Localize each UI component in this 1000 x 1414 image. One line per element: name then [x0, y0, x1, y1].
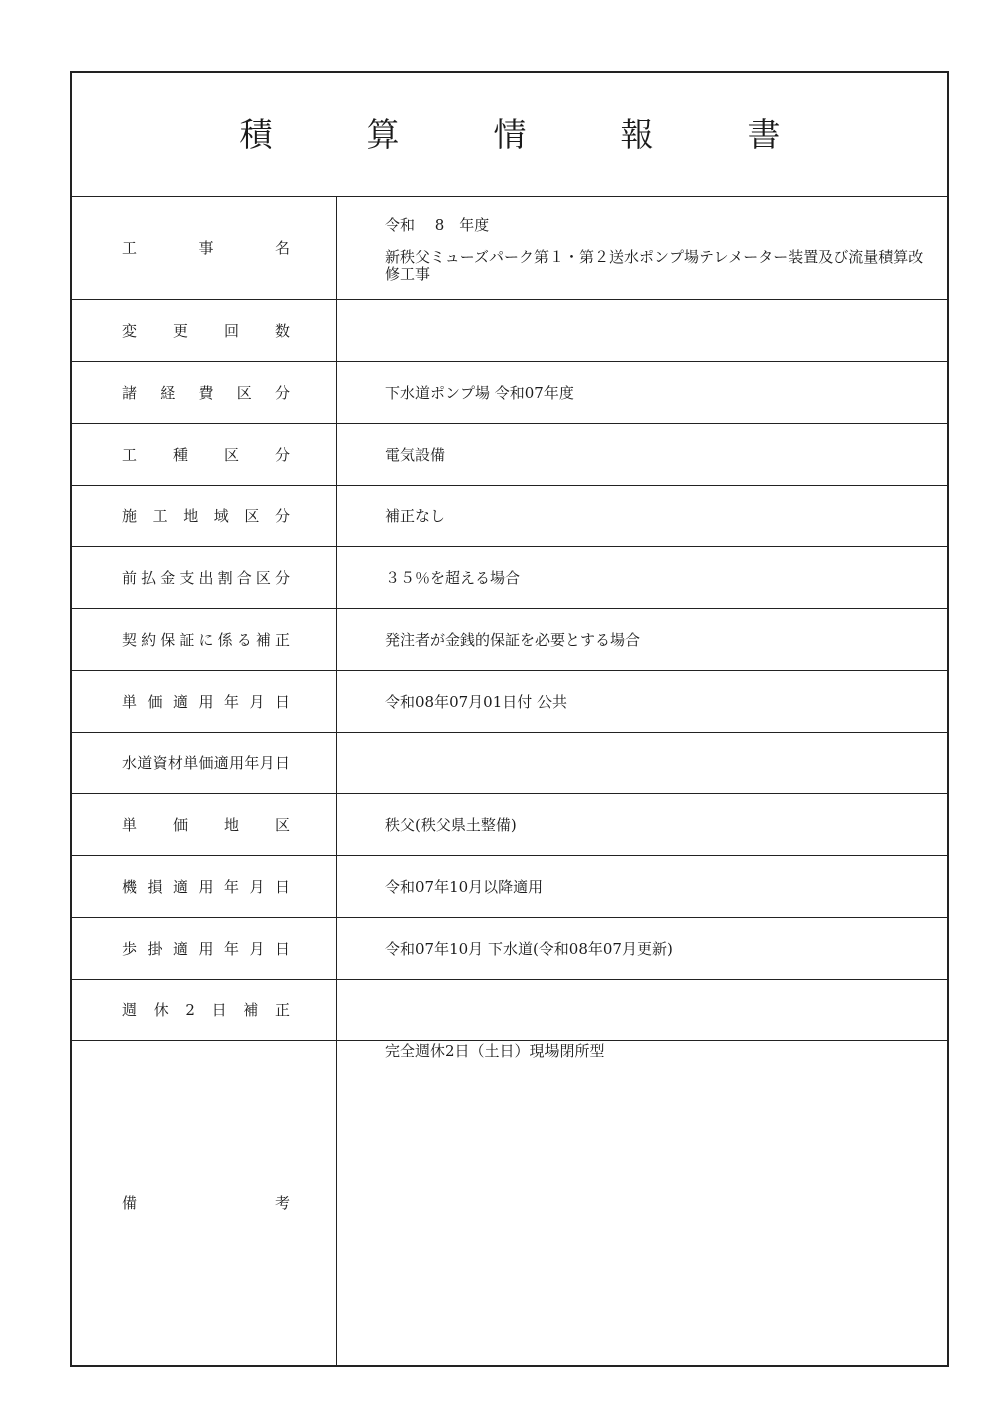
field-label — [72, 547, 337, 608]
field-label — [72, 733, 337, 793]
field-value: 秩父(秩父県土整備) — [385, 815, 517, 834]
field-value: 発注者が金銭的保証を必要とする場合 — [385, 630, 641, 649]
title-char: 書 — [747, 115, 781, 154]
row-work-name — [72, 197, 947, 300]
row-two-day-weekend — [72, 980, 947, 1041]
field-label-text: 契約保証に係る補正 — [122, 630, 290, 649]
title-char: 積 — [239, 115, 273, 154]
row-labor-rate-date — [72, 918, 947, 980]
row-advance-payment — [72, 547, 947, 609]
remarks-value: 完全週休2日（土日）現場閉所型 — [385, 1042, 605, 1060]
row-water-material-date — [72, 733, 947, 794]
field-label-text: 諸経費区分 — [122, 383, 290, 402]
title-char: 情 — [493, 115, 527, 154]
field-label — [72, 918, 337, 979]
field-label — [72, 197, 337, 299]
field-label-text: 週休2日補正 — [122, 1001, 290, 1019]
field-label-text: 機損適用年月日 — [122, 877, 290, 896]
work-name: 新秩父ミューズパーク第１・第２送水ポンプ場テレメーター装置及び流量積算改修工事 — [385, 248, 924, 283]
field-label-text: 単価地区 — [122, 815, 290, 834]
field-label-text: 備考 — [122, 1194, 290, 1212]
field-value: 補正なし — [385, 507, 446, 525]
field-label-text: 変更回数 — [122, 321, 290, 340]
field-label — [72, 794, 337, 855]
field-label-text: 前払金支出割合区分 — [122, 568, 290, 587]
row-work-type — [72, 424, 947, 486]
row-unit-price-district — [72, 794, 947, 856]
field-value: 下水道ポンプ場 令和07年度 — [385, 383, 574, 402]
row-unit-price-date — [72, 671, 947, 733]
row-area-category — [72, 486, 947, 547]
field-label-text: 歩掛適用年月日 — [122, 939, 290, 958]
field-label-text: 工種区分 — [122, 445, 290, 464]
field-label-text: 工事名 — [122, 239, 290, 257]
row-change-count — [72, 300, 947, 362]
field-label-text: 施工地域区分 — [122, 507, 290, 525]
title-char: 算 — [366, 115, 400, 154]
row-equipment-loss-date — [72, 856, 947, 918]
row-remarks — [72, 1041, 947, 1365]
document-title — [72, 73, 947, 197]
field-label — [72, 300, 337, 361]
field-value: 令和08年07月01日付 公共 — [385, 692, 568, 711]
field-label — [72, 856, 337, 917]
field-value: ３５％を超える場合 — [385, 568, 521, 587]
estimate-info-sheet — [70, 71, 949, 1367]
field-label — [72, 671, 337, 732]
field-label-text: 水道資材単価適用年月日 — [122, 754, 290, 772]
field-label — [72, 486, 337, 546]
field-label — [72, 424, 337, 485]
field-value: 令和07年10月 下水道(令和08年07月更新) — [385, 939, 673, 958]
field-label-text: 単価適用年月日 — [122, 692, 290, 711]
row-overhead-category — [72, 362, 947, 424]
field-value: 電気設備 — [385, 445, 446, 464]
work-year: 令和 8 年度 — [385, 216, 490, 234]
title-char: 報 — [620, 115, 654, 154]
field-label — [72, 362, 337, 423]
field-label — [72, 980, 337, 1040]
row-contract-guarantee — [72, 609, 947, 671]
field-value: 令和07年10月以降適用 — [385, 877, 544, 896]
field-label — [72, 609, 337, 670]
field-label — [72, 1041, 337, 1365]
